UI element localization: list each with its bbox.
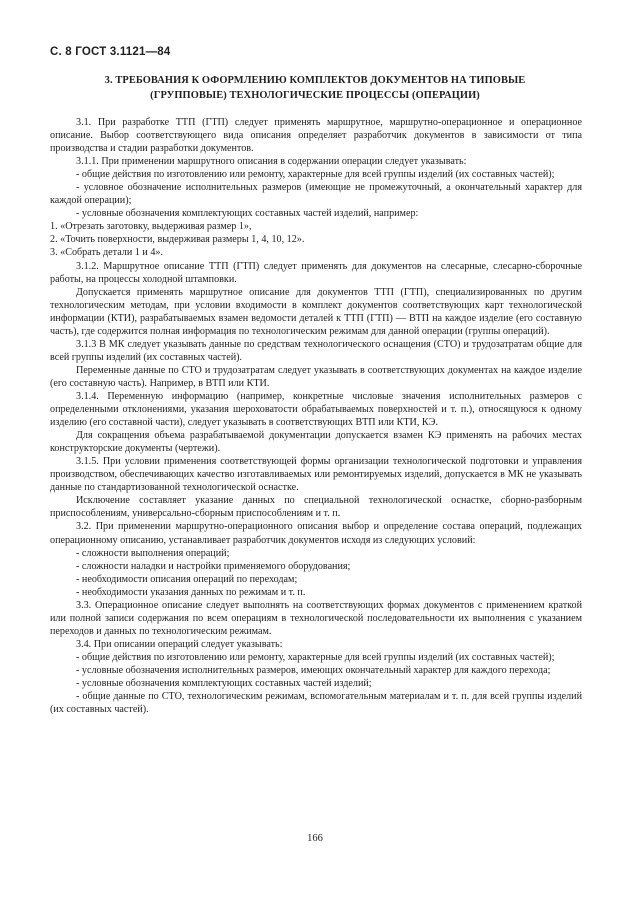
list-item: - условные обозначения исполнительных размеров, имеющих окончательный характер для каждого перехода; — [76, 664, 551, 676]
paragraph-3-1-3: 3.1.3 В МК следует указывать данные по средствам технологического оснащения (СТО) и трудозатратам общие для всей группы изделий (их составных частей). — [50, 338, 582, 363]
section-title-line-1: 3. ТРЕБОВАНИЯ К ОФОРМЛЕНИЮ КОМПЛЕКТОВ ДОКУМЕНТОВ НА ТИПОВЫЕ — [104, 75, 526, 86]
list-item: - общие данные по СТО, технологическим режимам, вспомогательным материалам и т. п. для всей группы изделий (их составных частей). — [50, 691, 582, 716]
page-number: 166 — [307, 833, 323, 844]
list-item: - общие действия по изготовлению или ремонту, характерные для всей группы изделий (их составных частей); — [76, 169, 555, 181]
paragraph-3-1-1: 3.1.1. При применении маршрутного описания в содержании операции следует указывать: — [76, 156, 467, 168]
paragraph-3-1-5: 3.1.5. При условии применения соответствующей формы организации технологической подготовки и управления производством, обеспечивающих качество изготавливаемых или ремонтируемых изделий, допускается в МК не указывать данные по стандартизованной технологической оснастке. — [50, 456, 582, 494]
paragraph: Для сокращения объема разрабатываемой документации допускается взамен КЭ применять на рабочих местах конструкторские документы (чертежи). — [50, 430, 582, 455]
paragraph: Переменные данные по СТО и трудозатратам следует указывать в соответствующих документах на каждое изделие (его составную часть). Например, в ВТП или КТИ. — [50, 364, 582, 389]
page-header: С. 8 ГОСТ 3.1121—84 — [50, 46, 171, 58]
paragraph-3-1-2: 3.1.2. Маршрутное описание ТТП (ГТП) следует применять для документов на слесарные, слесарно-сборочные работы, на процессы холодной штамповки. — [50, 260, 582, 285]
paragraph-3-1: 3.1. При разработке ТТП (ГТП) следует применять маршрутное, маршрутно-операционное и операционное описание. Выбор соответствующего вида описания определяет разработчик документов в зависимости от типа производства и стадии разработки документов. — [50, 117, 582, 155]
list-item: - необходимости описания операций по переходам; — [76, 573, 298, 585]
example-item: 1. «Отрезать заготовку, выдерживая размер 1», — [50, 221, 252, 233]
paragraph: Допускается применять маршрутное описание для документов ТТП (ГТП), специализированных по другим технологическим методам, при условии входимости в комплект документов соответствующих карт технологической информации (КТИ), разрабатываемых взамен ведомости деталей к ТТП (ГТП) — ВТП на каждое изделие (его составную часть), где содержится полная информация по технологическим режимам для данной операции (группы операций). — [50, 286, 582, 337]
section-title — [50, 73, 580, 103]
paragraph: Исключение составляет указание данных по специальной технологической оснастке, сборно-разборным приспособлениям, универсально-сборным приспособлениям и т. п. — [50, 495, 582, 520]
list-item: - сложности наладки и настройки применяемого оборудования; — [76, 560, 351, 572]
list-item: - условное обозначение исполнительных размеров (имеющие не промежуточный, а окончательный характер для каждой операции); — [50, 182, 582, 207]
list-item: - условные обозначения комплектующих составных частей изделий, например: — [76, 208, 419, 220]
body-text — [50, 116, 582, 716]
example-item: 2. «Точить поверхности, выдерживая размеры 1, 4, 10, 12». — [50, 234, 305, 246]
list-item: - сложности выполнения операций; — [76, 547, 230, 559]
paragraph-3-4: 3.4. При описании операций следует указывать: — [76, 638, 283, 650]
section-title-line-2: (ГРУППОВЫЕ) ТЕХНОЛОГИЧЕСКИЕ ПРОЦЕССЫ (ОПЕРАЦИИ) — [150, 90, 480, 101]
list-item: - условные обозначения комплектующих составных частей изделий; — [76, 678, 372, 690]
paragraph-3-3: 3.3. Операционное описание следует выполнять на соответствующих формах документов с применением краткой или полной записи содержания по всем операциям в технологической последовательности их выполнения с указанием переходов и данных по технологическим режимам. — [50, 599, 582, 637]
list-item: - необходимости указания данных по режимам и т. п. — [76, 586, 306, 598]
list-item: - общие действия по изготовлению или ремонту, характерные для всей группы изделий (их составных частей); — [76, 651, 555, 663]
paragraph-3-1-4: 3.1.4. Переменную информацию (например, конкретные числовые значения исполнительных размеров с определенными отклонениями, указания шероховатости обрабатываемых поверхностей и т. п.), относящуюся к одному изделию (его составной части), следует указывать в соответствующих ВТП или КТИ, КЭ. — [50, 390, 582, 429]
paragraph-3-2: 3.2. При применении маршрутно-операционного описания выбор и определение состава операций, подлежащих операционному описанию, устанавливает разработчик документов исходя из следующих условий: — [50, 521, 582, 546]
example-item: 3. «Собрать детали 1 и 4». — [50, 247, 164, 259]
